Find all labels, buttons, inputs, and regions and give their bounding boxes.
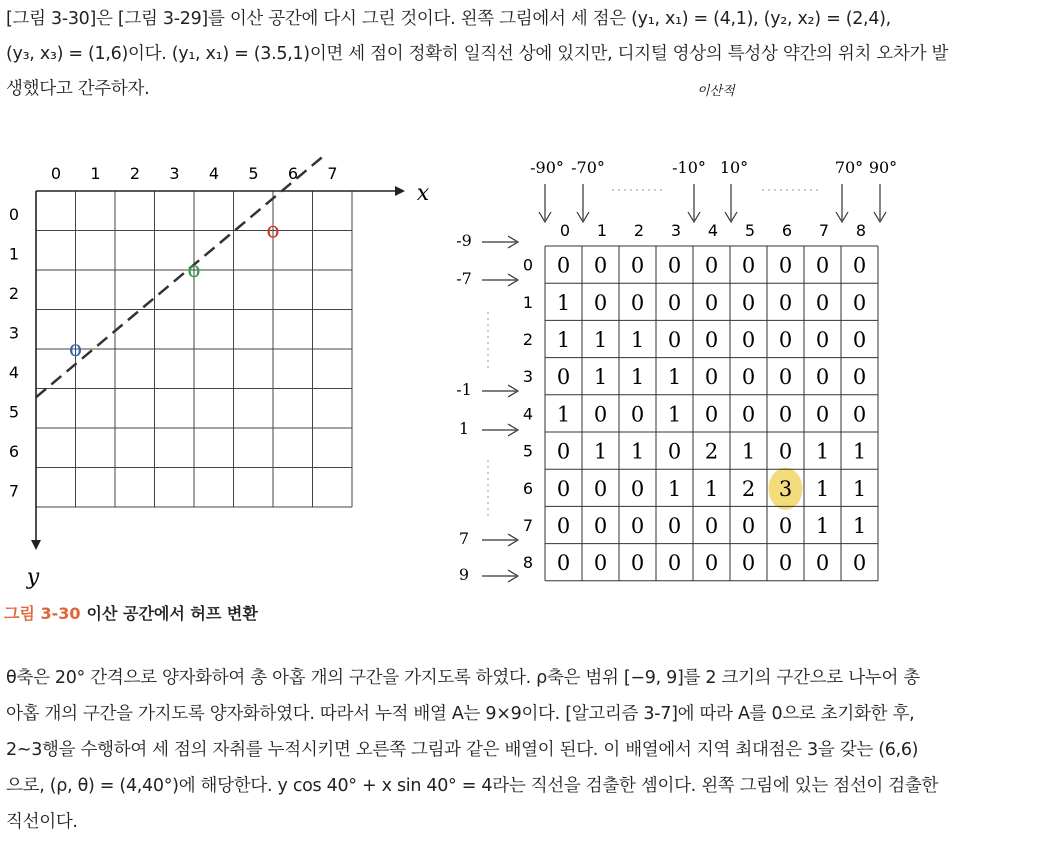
rho-label: -1: [456, 380, 472, 399]
column-label: 5: [744, 221, 756, 240]
row-label: 0: [522, 255, 534, 275]
column-label: 8: [855, 221, 867, 240]
accumulator-cell: 1: [630, 365, 645, 390]
accumulator-cell: 0: [630, 476, 645, 501]
accumulator-cell: 0: [815, 402, 830, 427]
theta-label: -90°: [530, 158, 564, 177]
accumulator-cell: 0: [556, 365, 571, 390]
accumulator-cell: 0: [778, 439, 793, 464]
row-label: 3: [8, 323, 20, 343]
accumulator-cell: 0: [778, 402, 793, 427]
accumulator-cell: 0: [630, 290, 645, 315]
accumulator-cell: 0: [593, 253, 608, 278]
rho-label: -9: [456, 231, 472, 250]
accumulator-cell: 0: [741, 402, 756, 427]
y-axis-label: y: [26, 565, 40, 590]
rho-label: 7: [458, 529, 470, 548]
data-point-1: o: [68, 337, 83, 362]
theta-label: -70°: [571, 158, 605, 177]
accumulator-cell: 1: [815, 476, 830, 501]
row-label: 5: [8, 402, 20, 422]
row-label: 7: [522, 516, 534, 535]
column-label: 7: [818, 221, 830, 240]
y-axis-arrow-icon: [31, 540, 41, 550]
accumulator-cell: 0: [704, 365, 719, 390]
accumulator-cell: 1: [667, 476, 682, 501]
accumulator-cell: 1: [593, 365, 608, 390]
accumulator-cell: 1: [852, 476, 867, 501]
accumulator-cell: 0: [778, 253, 793, 278]
accumulator-cell: 0: [778, 514, 793, 538]
accumulator-cell: 1: [556, 402, 571, 427]
accumulator-cell: 1: [667, 365, 682, 390]
accumulator-cell: 0: [704, 402, 719, 427]
accumulator-cell: 0: [556, 514, 571, 538]
accumulator-cell: 0: [741, 365, 756, 390]
accumulator-cell: 0: [852, 551, 867, 576]
accumulator-cell: 0: [593, 290, 608, 315]
caption-number: 그림 3-30: [4, 604, 81, 623]
accumulator-cell: 1: [630, 439, 645, 464]
accumulator-cell: 0: [778, 328, 793, 352]
column-label: 4: [208, 164, 220, 183]
accumulator-cell: 0: [741, 253, 756, 278]
column-label: 3: [670, 221, 682, 240]
accumulator-cell: 0: [667, 439, 682, 464]
accumulator-cell: 0: [852, 365, 867, 390]
accumulator-cell: 0: [852, 290, 867, 315]
accumulator-cell: 0: [556, 439, 571, 464]
accumulator-cell: 0: [667, 551, 682, 576]
accumulator-cell: 0: [741, 551, 756, 576]
accumulator-cell: 0: [667, 290, 682, 315]
accumulator-cell: 0: [630, 253, 645, 278]
rho-label: 1: [458, 419, 470, 438]
column-label: 0: [50, 164, 62, 183]
accumulator-cell: 0: [556, 476, 571, 501]
rho-label: -7: [456, 269, 472, 288]
intro-line-3: 생했다고 간주하자.: [6, 79, 150, 99]
accumulator-cell: 0: [741, 514, 756, 538]
caption-text: 이산 공간에서 허프 변환: [86, 604, 258, 623]
body-line-5: 직선이다.: [6, 812, 78, 832]
accumulator-cell: 2: [704, 439, 719, 464]
column-label: 2: [633, 221, 645, 240]
accumulator-cell: 3: [778, 476, 793, 501]
row-label: 6: [522, 478, 534, 498]
theta-label: 90°: [868, 158, 898, 177]
accumulator-cell: 1: [593, 328, 608, 352]
accumulator-cell: 1: [852, 514, 867, 538]
accumulator-cell: 0: [593, 514, 608, 538]
accumulator-cell: 1: [556, 290, 571, 315]
body-line-2: 아홉 개의 구간을 가지도록 양자화하였다. 따라서 누적 배열 A는 9×9이다. [알고리즘 3-7]에 따라 A를 0으로 초기화한 후,: [6, 704, 915, 724]
row-label: 2: [8, 284, 20, 303]
accumulator-cell: 0: [667, 328, 682, 352]
rho-label: 9: [458, 565, 470, 584]
accumulator-cell: 0: [741, 328, 756, 352]
accumulator-cell: 0: [667, 514, 682, 538]
body-line-3: 2~3행을 수행하여 세 점의 자취를 누적시키면 오른쪽 그림과 같은 배열이 된다. 이 배열에서 지역 최대점은 3을 갖는 (6,6): [6, 740, 919, 760]
data-point-3: o: [266, 218, 280, 244]
accumulator-cell: 0: [593, 551, 608, 576]
accumulator-cell: 0: [778, 365, 793, 390]
theta-label: 10°: [719, 158, 749, 177]
intro-line-2: (y₃, x₃) = (1,6)이다. (y₁, x₁) = (3.5,1)이면 세 점이 정확히 일직선 상에 있지만, 디지털 영상의 특성상 약간의 위치 오차가 발: [6, 44, 949, 64]
accumulator-cell: 0: [815, 290, 830, 315]
theta-label: -10°: [672, 158, 706, 177]
row-label: 4: [8, 363, 20, 382]
accumulator-cell: 0: [815, 365, 830, 390]
accumulator-cell: 0: [593, 476, 608, 501]
figure-caption: [4, 601, 258, 624]
row-label: 2: [522, 330, 534, 349]
accumulator-cell: 0: [704, 328, 719, 352]
accumulator-cell: 0: [630, 402, 645, 427]
column-label: 1: [90, 164, 101, 183]
accumulator-cell: 0: [704, 551, 719, 576]
accumulator-cell: 1: [704, 476, 719, 501]
accumulator-cell: 0: [630, 551, 645, 576]
accumulator-cell: 1: [593, 439, 608, 464]
column-label: 0: [559, 221, 571, 240]
x-axis-arrow-icon: [395, 186, 405, 196]
accumulator-cell: 0: [815, 253, 830, 278]
column-label: 4: [707, 221, 719, 240]
x-axis-label: x: [416, 181, 430, 206]
accumulator-cell: 2: [741, 476, 756, 501]
column-label: 5: [248, 164, 259, 183]
accumulator-cell: 1: [556, 328, 571, 352]
row-label: 4: [522, 404, 534, 424]
intro-paragraph: [6, 2, 1046, 107]
accumulator-cell: 0: [667, 253, 682, 278]
row-label: 5: [522, 441, 534, 461]
row-label: 7: [8, 481, 20, 501]
column-label: 1: [596, 221, 608, 240]
row-label: 8: [522, 553, 534, 573]
row-label: 1: [8, 244, 20, 264]
accumulator-cell: 1: [630, 328, 645, 352]
column-label: 7: [327, 164, 338, 183]
row-label: 0: [8, 205, 20, 224]
row-label: 1: [522, 292, 534, 312]
accumulator-cell: 1: [815, 514, 830, 538]
accumulator-cell: 0: [778, 290, 793, 315]
handwritten-note: 이산적: [697, 84, 735, 99]
accumulator-cell: 1: [741, 439, 756, 464]
column-label: 2: [129, 164, 141, 183]
accumulator-cell: 0: [593, 402, 608, 427]
theta-label: 70°: [834, 158, 864, 177]
accumulator-cell: 0: [815, 551, 830, 576]
data-point-2: o: [187, 258, 201, 283]
body-line-4: 으로, (ρ, θ) = (4,40°)에 해당한다. y cos 40° + x sin 40° = 4라는 직선을 검출한 셈이다. 왼쪽 그림에 있는 점선이 검출한: [6, 776, 939, 796]
accumulator-cell: 0: [852, 402, 867, 427]
accumulator-cell: 0: [704, 514, 719, 538]
accumulator-cell: 1: [815, 439, 830, 464]
body-paragraph: [6, 660, 1046, 840]
accumulator-cell: 0: [852, 253, 867, 278]
column-label: 6: [287, 164, 299, 183]
accumulator-cell: 0: [556, 253, 571, 278]
row-label: 6: [8, 442, 20, 461]
accumulator-cell: 1: [852, 439, 867, 464]
column-label: 6: [781, 221, 793, 240]
accumulator-cell: 0: [704, 253, 719, 278]
accumulator-cell: 0: [778, 551, 793, 576]
row-label: 3: [522, 367, 534, 387]
accumulator-cell: 0: [852, 328, 867, 352]
accumulator-cell: 0: [815, 328, 830, 352]
body-line-1: θ축은 20° 간격으로 양자화하여 총 아홉 개의 구간을 가지도록 하였다. ρ축은 범위 [−9, 9]를 2 크기의 구간으로 나누어 총: [6, 668, 920, 688]
intro-line-1: [그림 3-30]은 [그림 3-29]를 이산 공간에 다시 그린 것이다. 왼쪽 그림에서 세 점은 (y₁, x₁) = (4,1), (y₂, x₂) = (2,4),: [6, 9, 891, 29]
accumulator-cell: 0: [741, 290, 756, 315]
column-label: 3: [169, 164, 180, 183]
accumulator-cell: 0: [704, 290, 719, 315]
accumulator-cell: 0: [556, 551, 571, 576]
accumulator-cell: 1: [667, 402, 682, 427]
right-figure-accumulator: [440, 150, 920, 590]
accumulator-cell: 0: [630, 514, 645, 538]
left-figure-discrete-space: [0, 150, 440, 590]
